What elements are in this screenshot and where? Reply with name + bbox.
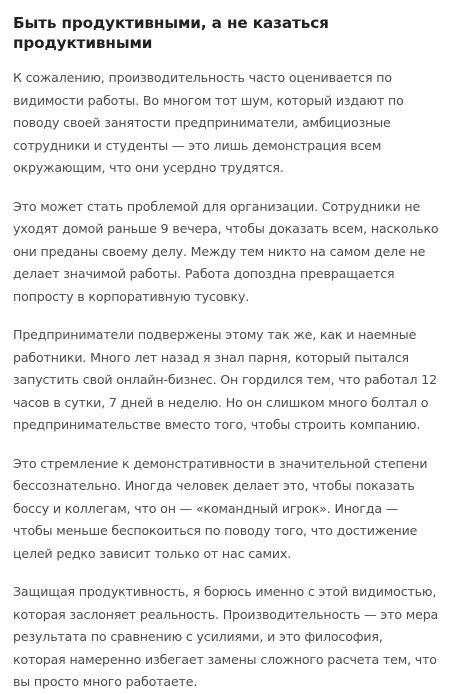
paragraph-2: Это может стать проблемой для организации. Сотрудники не уходят домой раньше 9 вечера, чтобы доказать всем, насколько они преданы своему делу. Между тем никто на самом деле не делает значимой работы. Работа допоздна превращается попросту в корпоративную тусовку.: [13, 198, 439, 304]
paragraph-5: Защищая продуктивность, я борюсь именно с этой видимостью, которая заслоняет реальность. Производительность — это мера результата по сравнению с усилиями, и это философия, которая намеренно избегает замены сложного расчета тем, что вы просто много работаете.: [13, 584, 439, 689]
paragraph-4: Это стремление к демонстративности в значительной степени бессознательно. Иногда человек делает это, чтобы показать боссу и коллегам, что он — «командный игрок». Иногда — чтобы меньше беспокоиться по поводу того, что достижение целей редко зависит только от нас самих.: [13, 455, 428, 561]
article-title: Быть продуктивными, а не казаться продуктивными: [13, 14, 329, 52]
paragraph-1: К сожалению, производительность часто оценивается по видимости работы. Во многом тот шум, который издают по поводу своей занятости предприниматели, амбициозные сотрудники и студенты — это лишь демонстрация всем окружающим, что они усердно трудятся.: [13, 70, 404, 175]
paragraph-3: Предприниматели подвержены этому так же, как и наемные работники. Много лет назад я знал парня, который пытался запустить свой онлайн-бизнес. Он гордился тем, что работал 12 часов в сутки, 7 дней в неделю. Но он слишком много болтал о предпринимательстве вместо того, чтобы строить компанию.: [13, 327, 437, 432]
